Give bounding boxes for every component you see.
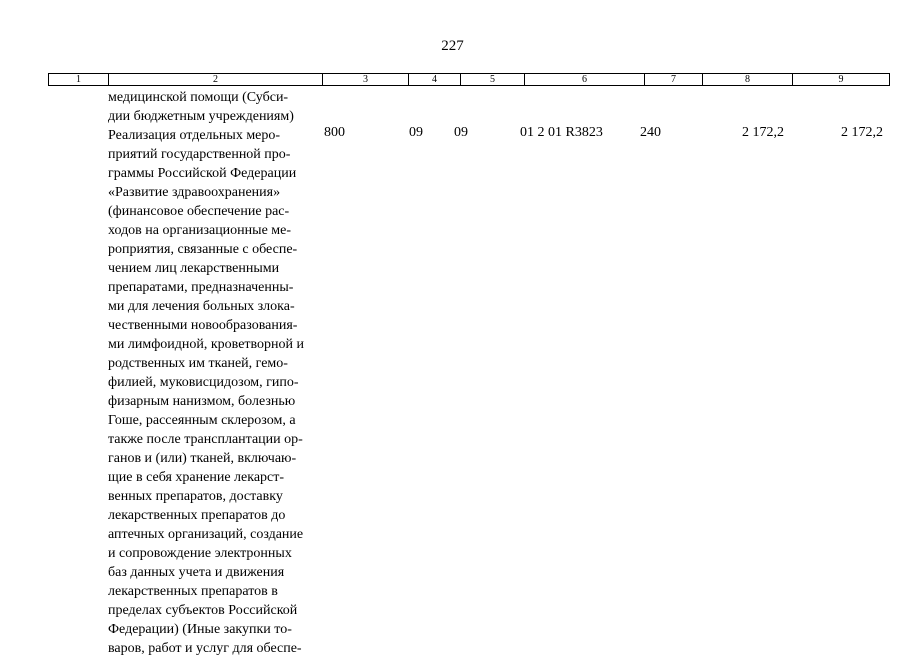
description-line: пределах субъектов Российской	[108, 603, 298, 618]
description-line: родственных им тканей, гемо-	[108, 356, 288, 371]
description-line: щие в себя хранение лекарст-	[108, 470, 285, 485]
row-description	[108, 88, 323, 658]
description-line: чественными новообразования-	[108, 318, 298, 333]
ministry-code: 800	[324, 125, 345, 140]
description-line: аптечных организаций, создание	[108, 527, 304, 542]
description-line: ми лимфоидной, кроветворной и	[108, 337, 305, 352]
description-line: чением лиц лекарственными	[108, 261, 280, 276]
subsection-code: 09	[454, 125, 468, 140]
description-line: роприятия, связанные с обеспе-	[108, 242, 298, 257]
column-number-5: 5	[461, 74, 525, 85]
description-line: Федерации) (Иные закупки то-	[108, 622, 292, 637]
description-line: (финансовое обеспечение рас-	[108, 204, 290, 219]
page-number: 227	[441, 38, 464, 54]
target-article-code: 01 2 01 R3823	[520, 125, 603, 140]
description-line: лекарственных препаратов до	[108, 508, 286, 523]
description-line: также после трансплантации ор-	[108, 432, 303, 447]
column-number-7: 7	[645, 74, 703, 85]
description-line: баз данных учета и движения	[108, 565, 285, 580]
description-line: физарным нанизмом, болезнью	[108, 394, 296, 409]
amount-column-9: 2 172,2	[841, 125, 883, 140]
description-line: приятий государственной про-	[108, 147, 291, 162]
expense-type-code: 240	[640, 125, 661, 140]
prev-row-line: медицинской помощи (Субси-	[108, 90, 289, 105]
column-number-1: 1	[49, 74, 109, 85]
column-number-6: 6	[525, 74, 645, 85]
amount-column-8: 2 172,2	[742, 125, 784, 140]
section-code: 09	[409, 125, 423, 140]
description-line: варов, работ и услуг для обеспе-	[108, 641, 302, 656]
column-number-8: 8	[703, 74, 793, 85]
table-column-header	[48, 73, 890, 86]
description-line: филией, муковисцидозом, гипо-	[108, 375, 299, 390]
description-line: препаратами, предназначенны-	[108, 280, 294, 295]
description-line: ми для лечения больных злока-	[108, 299, 295, 314]
column-number-3: 3	[323, 74, 409, 85]
description-line: граммы Российской Федерации	[108, 166, 297, 181]
description-line: Реализация отдельных меро-	[108, 128, 281, 143]
description-line: ходов на организационные ме-	[108, 223, 292, 238]
column-number-2: 2	[109, 74, 323, 85]
description-line: Гоше, рассеянным склерозом, а	[108, 413, 296, 428]
column-number-4: 4	[409, 74, 461, 85]
prev-row-line: дии бюджетным учреждениям)	[108, 109, 294, 124]
description-line: «Развитие здравоохранения»	[108, 185, 281, 200]
description-line: лекарственных препаратов в	[108, 584, 278, 599]
column-number-9: 9	[838, 74, 844, 85]
description-line: и сопровождение электронных	[108, 546, 292, 561]
description-line: ганов и (или) тканей, включаю-	[108, 451, 297, 466]
description-line: венных препаратов, доставку	[108, 489, 283, 504]
